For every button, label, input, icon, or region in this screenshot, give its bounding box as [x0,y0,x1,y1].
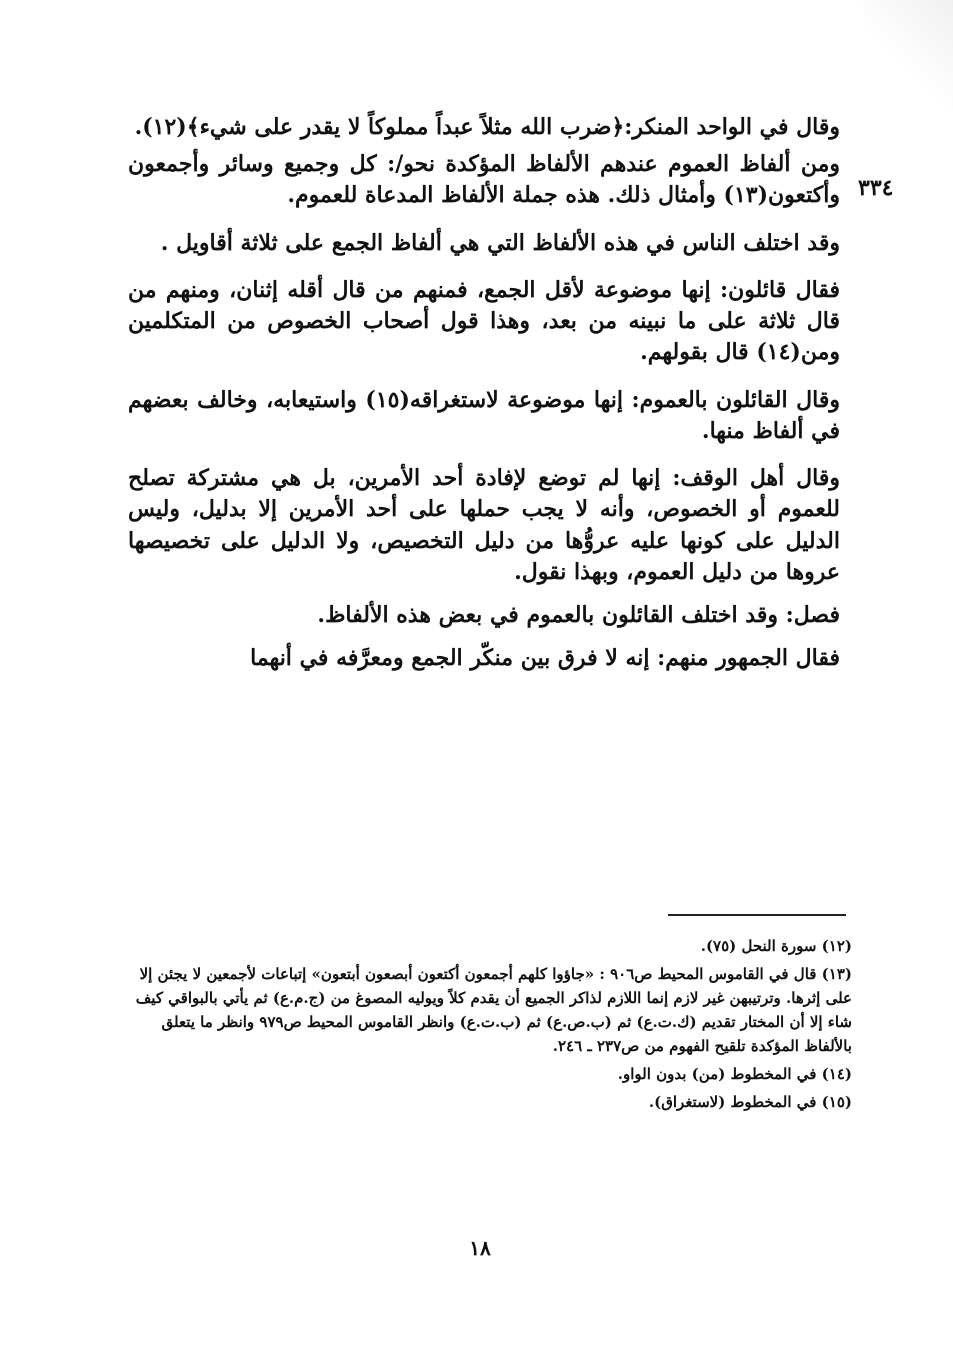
paragraph-4: فقال قائلون: إنها موضوعة لأقل الجمع، فمنهم من قال أقله إثنان، ومنهم من قال ثلاثة على ما نبينه من بعد، وهذا قول أصحاب الخصوص من المتكلمين ومن(١٤) قال بقولهم. [128,276,840,366]
main-text [128,112,840,675]
footnotes [130,934,852,1118]
section-heading-fasl: فصل: وقد اختلف القائلون بالعموم في بعض هذه الألفاظ. [317,602,840,629]
footnote-12: (١٢) سورة النحل (٧٥). [700,937,852,955]
paragraph-1: وقال في الواحد المنكر:﴿ضرب الله مثلاً عبداً مملوكاً لا يقدر على شيء﴾(١٢). [134,114,840,140]
margin-reference-number: ٣٣٤ [858,175,894,201]
paragraph-8: فقال الجمهور منهم: إنه لا فرق بين منكّر الجمع ومعرَّفه في أنهما [250,645,840,672]
footnote-13: (١٣) قال في القاموس المحيط ص٩٠٦ : «جاؤوا كلهم أجمعون أكتعون أبصعون أبتعون» إتباعات لأجمعين لا يجئن إلا على إثرها. وترتيبهن غير لازم إنما اللازم لذاكر الجميع أن يقدم كلاً ويوليه المصوغ من (ج.م.ع) ثم يأتي بالبواقي كيف شاء إلا أن المختار تقديم (ك.ت.ع) ثم (ب.ص.ع) ثم (ب.ت.ع) وانظر القاموس المحيط ص٩٧٩ وانظر ما يتعلق بالألفاظ المؤكدة تلقيح الفهوم من ص٢٣٧ ـ ٢٤٦. [135,965,852,1055]
footnote-14: (١٤) في المخطوط (من) بدون الواو. [617,1065,852,1083]
paragraph-5: وقال القائلون بالعموم: إنها موضوعة لاستغراقه(١٥) واستيعابه، وخالف بعضهم في ألفاظ منها. [128,386,840,444]
footnote-15: (١٥) في المخطوط (لاستغراق). [648,1093,852,1111]
page-number: ١٨ [469,1236,491,1260]
footnote-separator [668,914,846,916]
paragraph-6: وقال أهل الوقف: إنها لم توضع لإفادة أحد الأمرين، بل هي مشتركة تصلح للعموم أو الخصوص، وأنه لا يجب حملها على أحد الأمرين إلا بدليل، وليس الدليل على كونها عليه عروُّها من دليل التخصيص، ولا الدليل على تخصيصها عروها من دليل العموم، وبهذا نقول. [128,465,840,585]
paragraph-2: ومن ألفاظ العموم عندهم الألفاظ المؤكدة نحو/: كل وجميع وسائر وأجمعون وأكتعون(١٣) وأمثال ذلك. هذه جملة الألفاظ المدعاة للعموم. [128,151,840,209]
paragraph-3: وقد اختلف الناس في هذه الألفاظ التي هي ألفاظ الجمع على ثلاثة أقاويل . [160,229,840,256]
scan-corner-shadow [863,0,953,110]
